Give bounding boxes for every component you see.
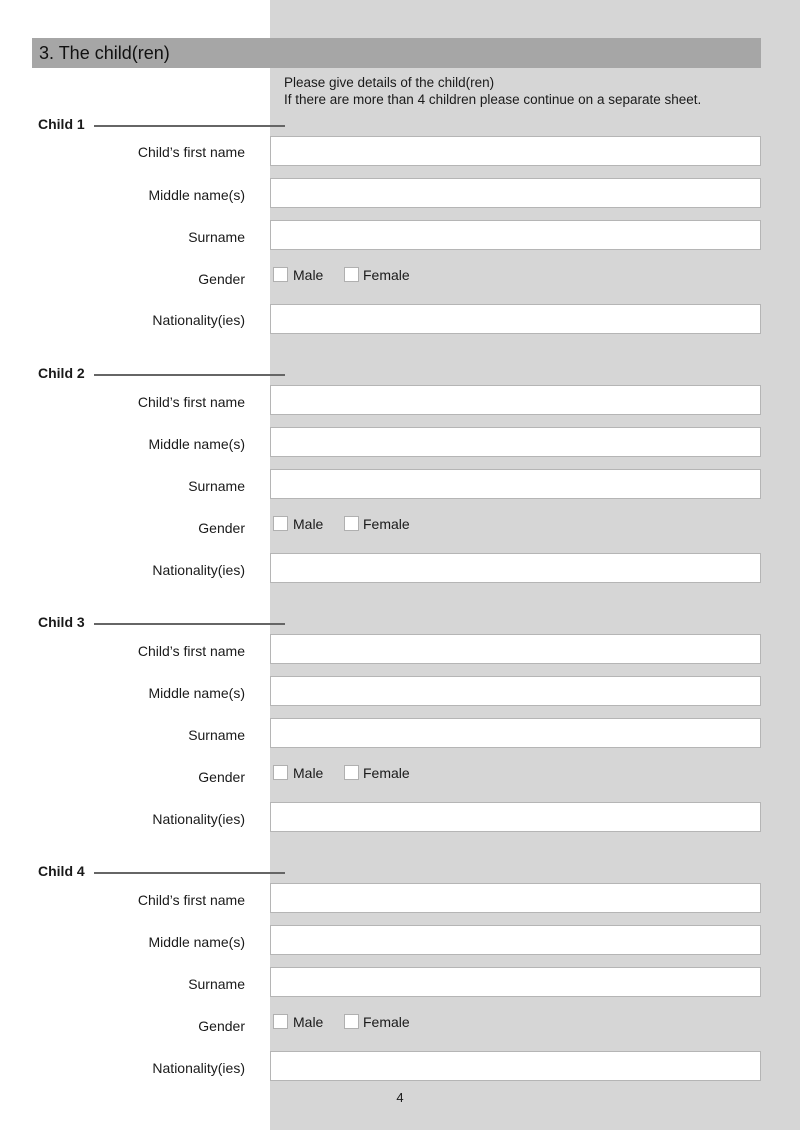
middle-names-label: Middle name(s) (148, 685, 245, 701)
child-3-first-name-input[interactable] (270, 634, 761, 664)
child-title-rule (94, 125, 285, 127)
page-number: 4 (396, 1090, 404, 1105)
child-title-rule (94, 623, 285, 625)
male-label: Male (293, 1014, 324, 1030)
surname-label: Surname (188, 229, 245, 245)
child-title: Child 2 (38, 365, 85, 381)
child-1-male-checkbox[interactable] (273, 267, 288, 282)
female-label: Female (363, 765, 410, 781)
child-3-middle-names-input[interactable] (270, 676, 761, 706)
child-3-surname-input[interactable] (270, 718, 761, 748)
section-title: 3. The child(ren) (39, 43, 170, 63)
surname-label: Surname (188, 478, 245, 494)
child-title-rule (94, 374, 285, 376)
child-1-surname-input[interactable] (270, 220, 761, 250)
intro-line-1: Please give details of the child(ren) (284, 75, 495, 90)
child-title: Child 1 (38, 116, 85, 132)
nationality-label: Nationality(ies) (152, 811, 245, 827)
child-2-nationality-input[interactable] (270, 553, 761, 583)
male-label: Male (293, 267, 324, 283)
middle-names-label: Middle name(s) (148, 187, 245, 203)
male-label: Male (293, 516, 324, 532)
gender-label: Gender (198, 520, 245, 536)
child-2-first-name-input[interactable] (270, 385, 761, 415)
middle-names-label: Middle name(s) (148, 436, 245, 452)
child-4-first-name-input[interactable] (270, 883, 761, 913)
gender-label: Gender (198, 769, 245, 785)
intro-line-2: If there are more than 4 children please continue on a separate sheet. (284, 92, 702, 107)
female-label: Female (363, 1014, 410, 1030)
child-1-nationality-input[interactable] (270, 304, 761, 334)
intro-text (284, 74, 701, 108)
female-label: Female (363, 516, 410, 532)
child-3-male-checkbox[interactable] (273, 765, 288, 780)
male-label: Male (293, 765, 324, 781)
child-4-nationality-input[interactable] (270, 1051, 761, 1081)
nationality-label: Nationality(ies) (152, 1060, 245, 1076)
child-1-first-name-input[interactable] (270, 136, 761, 166)
child-1-middle-names-input[interactable] (270, 178, 761, 208)
child-title: Child 4 (38, 863, 85, 879)
female-label: Female (363, 267, 410, 283)
section-header (32, 38, 761, 68)
child-2-female-checkbox[interactable] (344, 516, 359, 531)
middle-names-label: Middle name(s) (148, 934, 245, 950)
child-1-female-checkbox[interactable] (344, 267, 359, 282)
child-4-middle-names-input[interactable] (270, 925, 761, 955)
child-4-male-checkbox[interactable] (273, 1014, 288, 1029)
child-3-nationality-input[interactable] (270, 802, 761, 832)
child-4-female-checkbox[interactable] (344, 1014, 359, 1029)
child-3-female-checkbox[interactable] (344, 765, 359, 780)
gender-label: Gender (198, 1018, 245, 1034)
child-title: Child 3 (38, 614, 85, 630)
child-2-middle-names-input[interactable] (270, 427, 761, 457)
child-4-surname-input[interactable] (270, 967, 761, 997)
first-name-label: Child’s first name (137, 892, 245, 908)
child-2-surname-input[interactable] (270, 469, 761, 499)
nationality-label: Nationality(ies) (152, 562, 245, 578)
surname-label: Surname (188, 727, 245, 743)
child-title-rule (94, 872, 285, 874)
gender-label: Gender (198, 271, 245, 287)
nationality-label: Nationality(ies) (152, 312, 245, 328)
first-name-label: Child’s first name (137, 144, 245, 160)
child-2-male-checkbox[interactable] (273, 516, 288, 531)
first-name-label: Child’s first name (137, 643, 245, 659)
surname-label: Surname (188, 976, 245, 992)
first-name-label: Child’s first name (137, 394, 245, 410)
